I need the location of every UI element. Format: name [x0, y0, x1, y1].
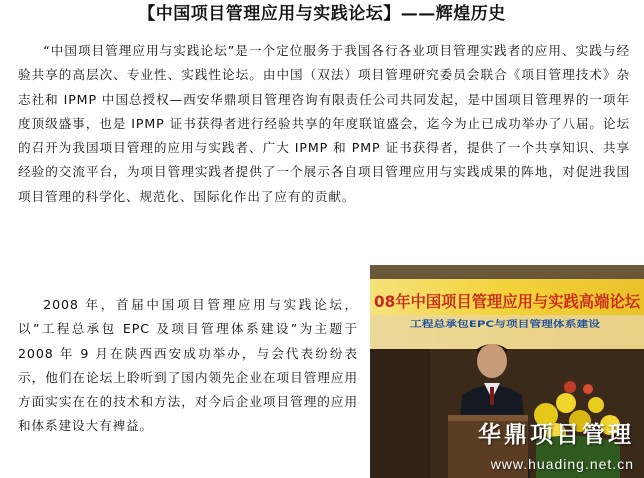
paragraph-intro: “中国项目管理应用与实践论坛”是一个定位服务于我国各行各业项目管理实践者的应用、实践与经验共享的高层次、专业性、实践性论坛。由中国（双法）项目管理研究委员会联合《项目管理技术》杂志社和 IPMP 中国总授权—西安华鼎项目管理咨询有限责任公司共同发起，是中国项目管理界的一项年度顶级盛事，也是 IPMP 证书获得者进行经验共享的年度联谊盛会，迄今为止已成功举办了八届。论坛的召开为我国项目管理的应用与实践者、广大 IPMP 和 PMP 证书获得者，提供了一个共享知识、共享经验的交流平台，为项目管理实践者提供了一个展示各自项目管理应用与实践成果的阵地，对促进我国项目管理的科学化、规范化、国际化作出了应有的贡献。	[18, 43, 630, 204]
forum-photo	[370, 265, 644, 478]
photo-banner-text: 08年中国项目管理应用与实践高端论坛	[374, 292, 641, 311]
article-title: 【中国项目管理应用与实践论坛】——辉煌历史	[138, 4, 506, 24]
photo-watermark-url: www.huading.net.cn	[490, 456, 634, 472]
photo-banner-subtitle: 工程总承包EPC与项目管理体系建设	[410, 320, 556, 330]
paragraph-2008: 2008 年，首届中国项目管理应用与实践论坛，以”工程总承包 EPC 及项目管理体系建设”为主题于 2008 年 9 月在陕西西安成功举办，与会代表纷纷表示，他们在论坛上聆听到了国内领先企业在项目管理应用方面实实在在的技术和方法，对今后企业项目管理的应用和体系建设大有裨益。	[18, 297, 358, 434]
photo-watermark-logo: 华鼎项目管理	[478, 422, 634, 448]
